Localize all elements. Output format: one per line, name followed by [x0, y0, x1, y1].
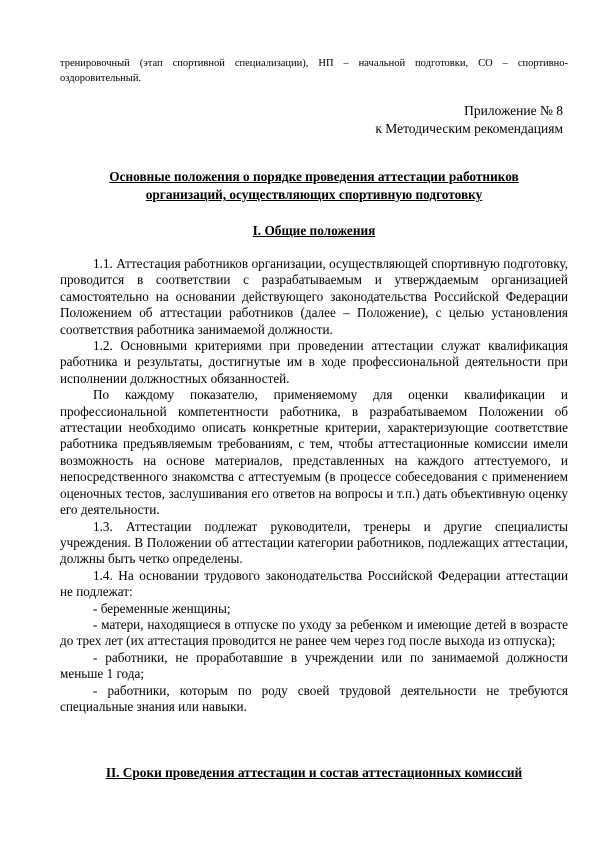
- paragraph-1-4: 1.4. На основании трудового законодательства Российской Федерации аттестации не подлежат:: [60, 567, 568, 600]
- document-title-line-2: организаций, осуществляющих спортивную подготовку: [145, 187, 483, 202]
- section-heading-terms: II. Сроки проведения аттестации и состав аттестационных комиссий: [105, 765, 523, 780]
- paragraph-1-3: 1.3. Аттестации подлежат руководители, тренеры и другие специалисты учреждения. В Положении об аттестации категории работников, подлежащих аттестации, должны быть четко определены.: [60, 518, 568, 567]
- section-body-general: [60, 256, 568, 715]
- list-item-pregnant: - беременные женщины;: [93, 600, 231, 616]
- paragraph-1-1: 1.1. Аттестация работников организации, осуществляющей спортивную подготовку, проводится в соответствии с разрабатываемым и утверждаемым организацией самостоятельно на основании действующего законодательства Российской Федерации Положением об аттестации работников (далее – Положение), с целью установления соответствия работника занимаемой должности.: [60, 256, 568, 337]
- section-heading-general: I. Общие положения: [252, 223, 376, 238]
- appendix-note: [263, 102, 563, 138]
- paragraph-1-2: 1.2. Основными критериями при проведении аттестации служат квалификация работника и результаты, достигнутые им в ходе профессиональной деятельности при исполнении должностных обязанностей.: [60, 338, 568, 386]
- document-title-line-1: Основные положения о порядке проведения аттестации работников: [109, 169, 519, 184]
- list-item-no-skills: - работники, которым по роду своей трудовой деятельности не требуются специальные знания или навыки.: [60, 682, 568, 714]
- continuation-text: тренировочный (этап спортивной специализации), НП – начальной подготовки, СО – спортивно-оздоровительный.: [60, 58, 568, 84]
- paragraph-criteria: По каждому показателю, применяемому для оценки квалификации и профессиональной компетентности работника, в разрабатываемом Положении об аттестации необходимо описать конкретные критерии, характеризующие соответствие работника предъявляемым требованиям, с тем, чтобы аттестационные комиссии имели возможность на основе материалов, представленных на каждого аттестуемого, и непосредственного знакомства с аттестуемым (в процессе собеседования с применением оценочных тестов, заслушивания его ответов на вопросы и т.п.) дать объективную оценку его деятельности.: [60, 387, 568, 518]
- appendix-reference: к Методическим рекомендациям: [375, 121, 563, 136]
- list-item-mothers: - матери, находящиеся в отпуске по уходу за ребенком и имеющие детей в возрасте до трех лет (их аттестация проводится не ранее чем через год после выхода из отпуска);: [60, 616, 568, 649]
- appendix-number: Приложение № 8: [464, 103, 563, 118]
- document-title: [60, 168, 568, 204]
- list-item-new-workers: - работники, не проработавшие в учреждении или по занимаемой должности меньше 1 года;: [60, 649, 568, 682]
